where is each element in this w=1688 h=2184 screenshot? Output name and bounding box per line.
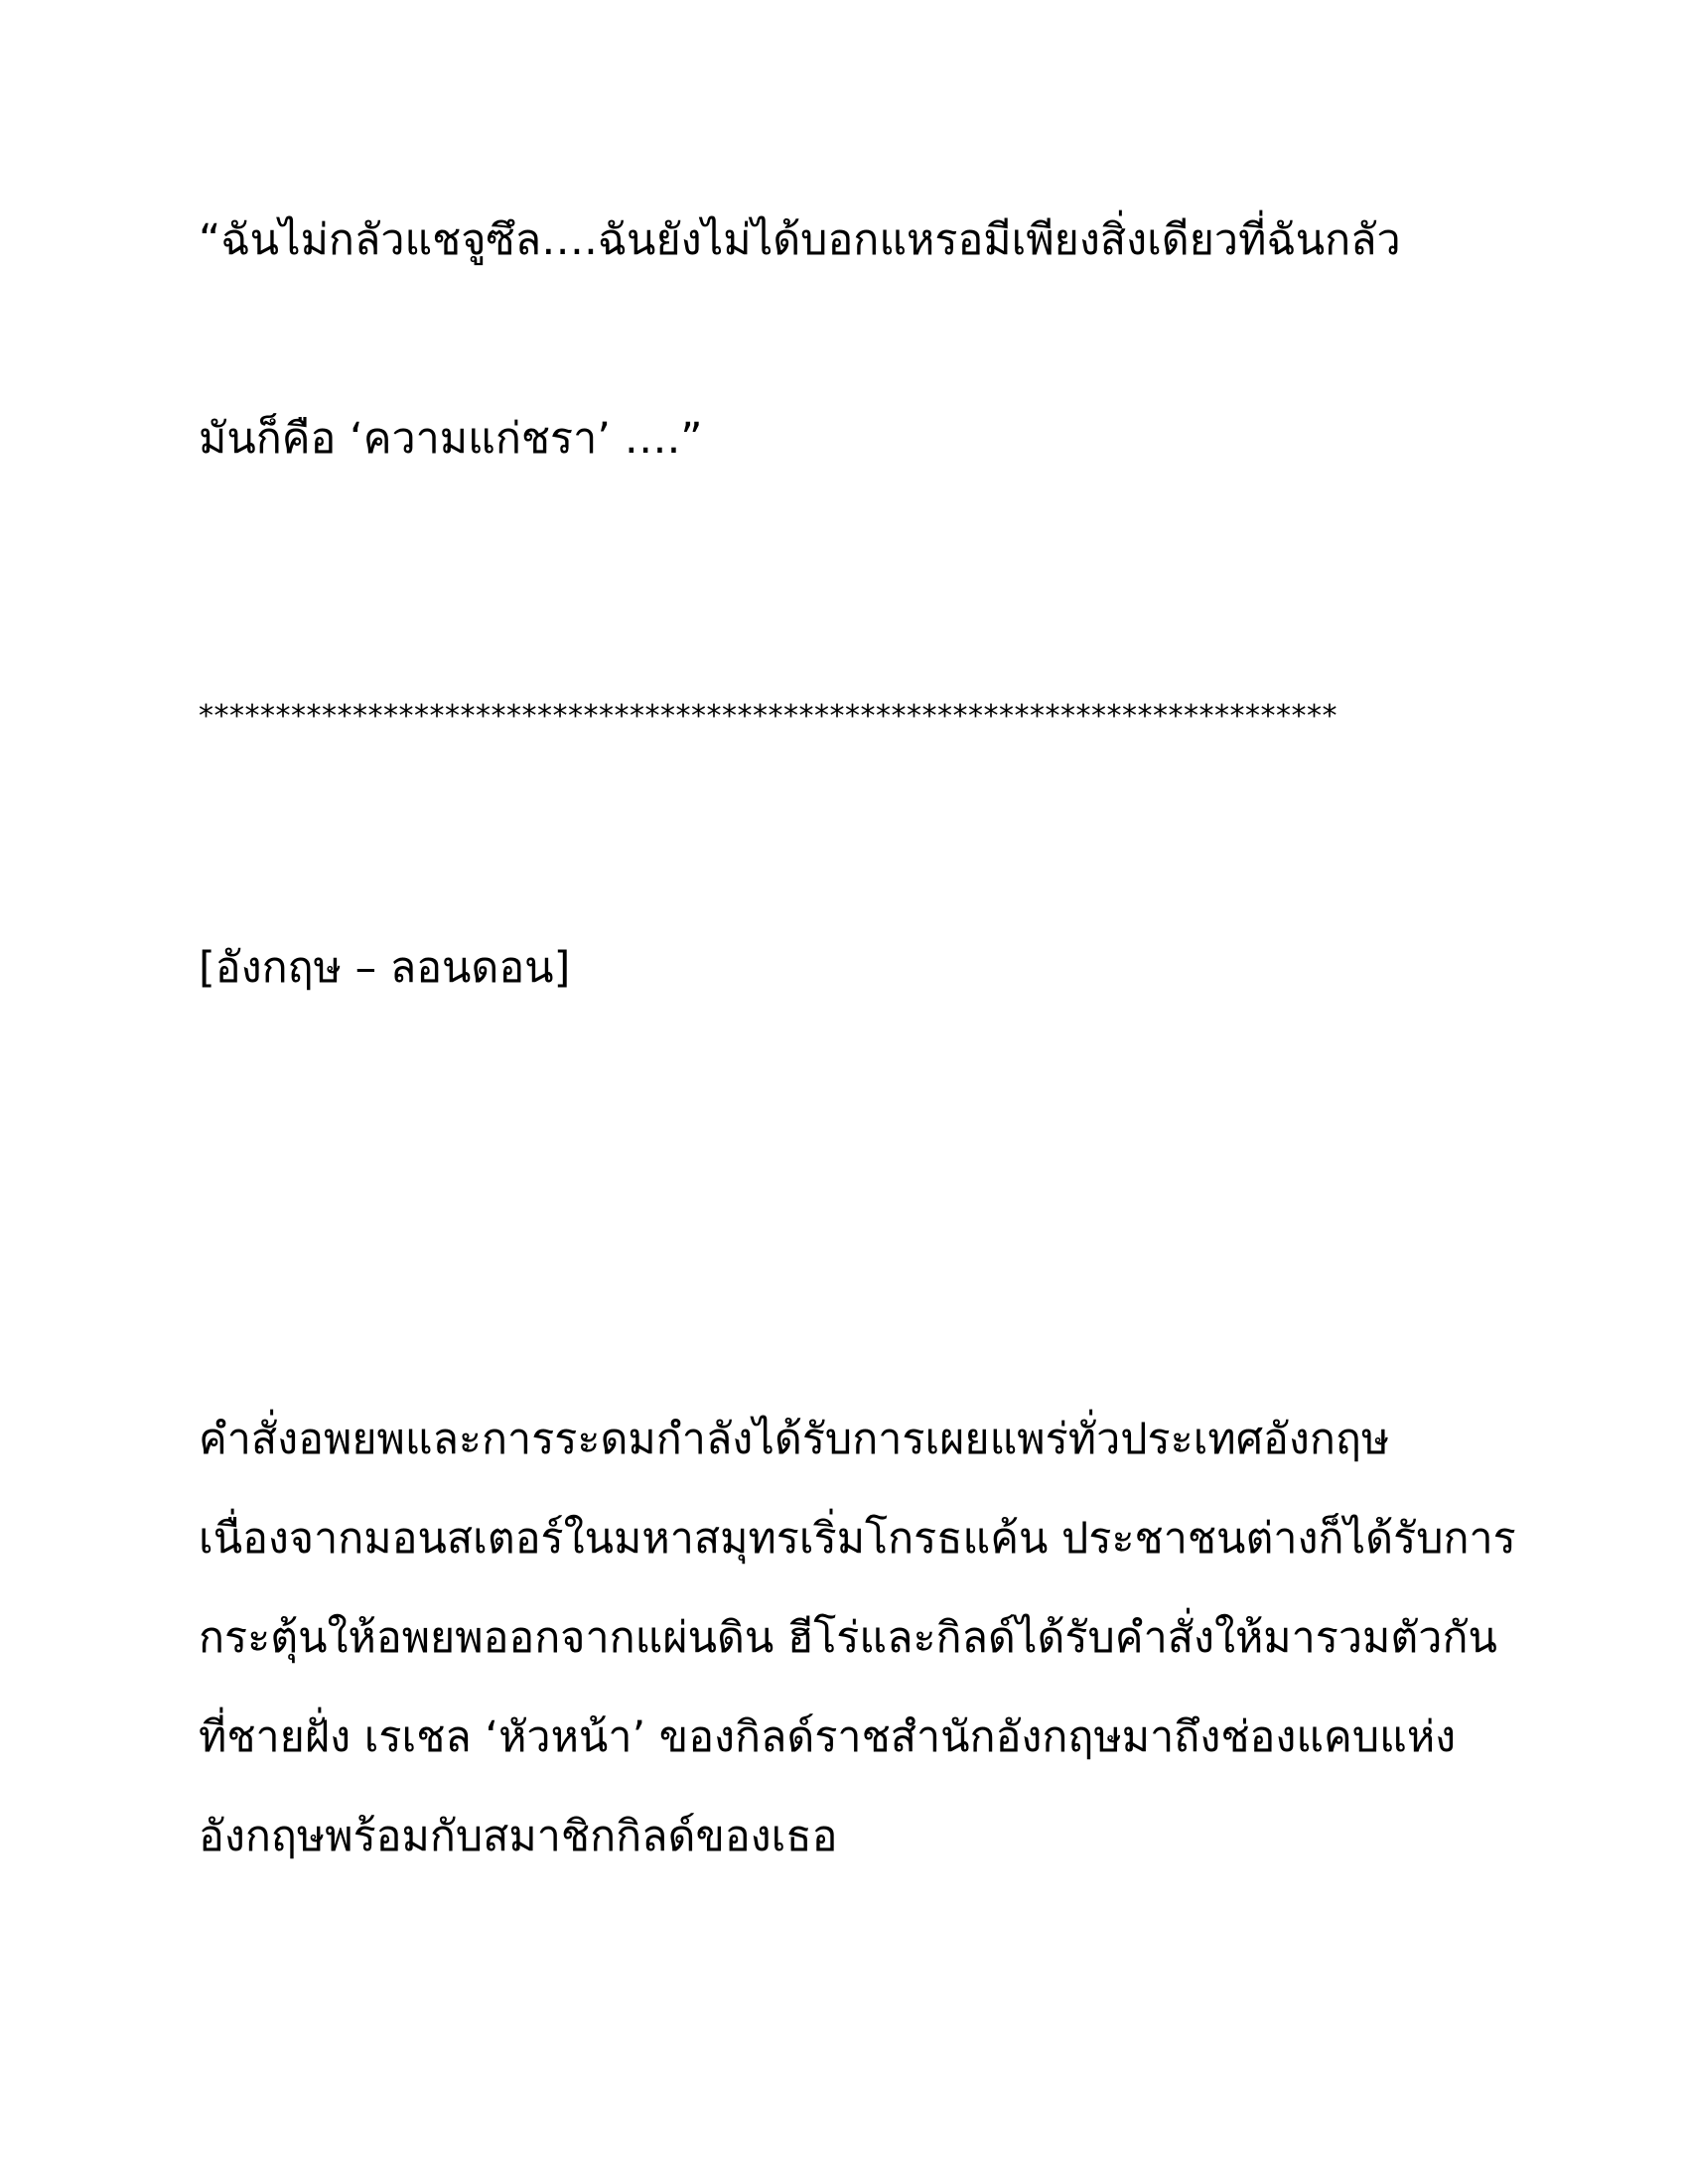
paragraph-line: คำสั่งอพยพและการระดมกำลังได้รับการเผยแพร่ทั่วประเทศอังกฤษ [199, 1415, 1390, 1464]
quote-line-1: “ฉันไม่กลัวแชจูซึล….ฉันยังไม่ได้บอกแหรอมีเพียงสิ่งเดียวที่ฉันกลัว [199, 215, 1401, 265]
paragraph-line: อังกฤษพร้อมกับสมาชิกกิลด์ของเธอ [199, 1812, 838, 1861]
quote-line-2: มันก็คือ ‘ความแก่ชรา’ ….” [199, 414, 703, 464]
paragraph-line: กระตุ้นให้อพยพออกจากแผ่นดิน ฮีโร่และกิลด์ได้รับคำสั่งให้มารวมตัวกัน [199, 1613, 1497, 1663]
paragraph-line: เนื่องจากมอนสเตอร์ในมหาสมุทรเริ่มโกรธแค้น ประชาชนต่างก็ได้รับการ [199, 1514, 1516, 1564]
paragraph-line: ที่ชายฝั่ง เรเชล ‘หัวหน้า’ ของกิลด์ราชสำนักอังกฤษมาถึงช่องแคบแห่ง [199, 1712, 1457, 1762]
separator: ************************************************************************** [199, 699, 1337, 734]
location-heading: [อังกฤษ – ลอนดอน] [199, 943, 571, 993]
